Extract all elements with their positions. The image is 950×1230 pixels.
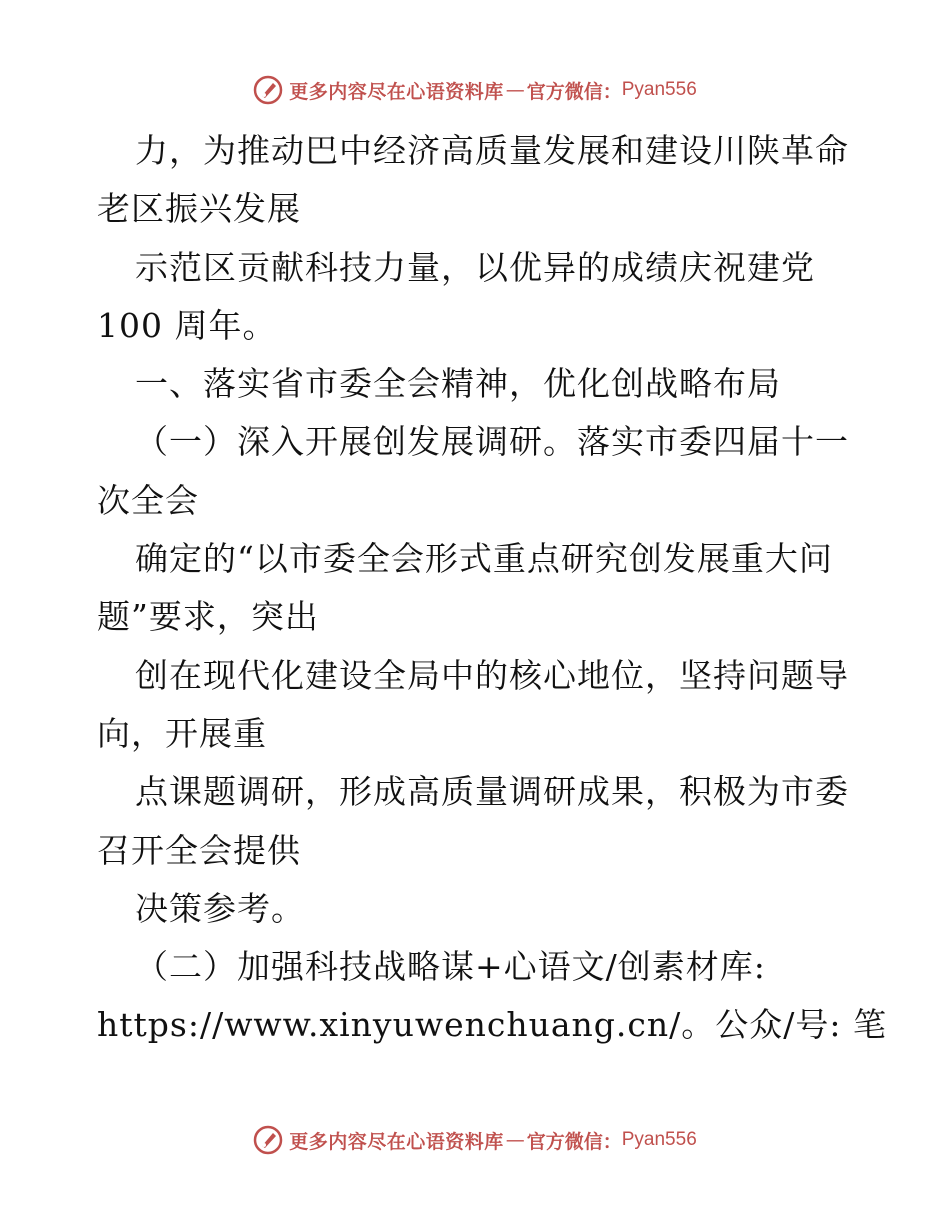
banner-brand: 更多内容尽在心语资料库 — [289, 1130, 504, 1153]
body-line: 次全会 — [97, 480, 199, 520]
document-body — [97, 122, 887, 1055]
banner-official-label: 官方微信： — [526, 80, 622, 103]
body-line: https://www.xinyuwenchuang.cn/。公众/号: 笔 — [97, 1005, 887, 1045]
header-banner — [0, 73, 950, 107]
body-line: 创在现代化建设全局中的核心地位，坚持问题导 — [135, 655, 849, 695]
banner-separator: — — [505, 79, 525, 101]
body-line: 题”要求，突出 — [97, 597, 319, 637]
body-line: 确定的“以市委全会形式重点研究创发展重大问 — [135, 539, 833, 579]
subsection-heading: （二）加强科技战略谋+心语文/创素材库: — [135, 947, 766, 987]
pen-nib-logo-icon — [253, 75, 283, 105]
banner-separator: — — [505, 1129, 525, 1151]
body-line: 点课题调研，形成高质量调研成果，积极为市委 — [135, 772, 849, 812]
banner-brand: 更多内容尽在心语资料库 — [289, 80, 504, 103]
banner-official-label: 官方微信： — [526, 1130, 622, 1153]
body-line: 老区振兴发展 — [97, 189, 301, 229]
body-line: 100 周年。 — [97, 305, 277, 345]
banner-account: Pyan556 — [621, 1129, 697, 1150]
body-line: 向，开展重 — [97, 713, 267, 753]
body-line: 示范区贡献科技力量，以优异的成绩庆祝建党 — [135, 247, 815, 287]
body-line: 决策参考。 — [135, 888, 305, 928]
banner-account: Pyan556 — [621, 79, 697, 100]
body-line: 力，为推动巴中经济高质量发展和建设川陕革命 — [135, 131, 849, 170]
pen-nib-logo-icon — [253, 1125, 283, 1155]
subsection-heading: （一）深入开展创发展调研。落实市委四届十一 — [135, 422, 849, 462]
section-heading: 一、落实省市委全会精神，优化创战略布局 — [135, 364, 781, 404]
footer-banner — [0, 1123, 950, 1157]
body-line: 召开全会提供 — [97, 830, 301, 870]
